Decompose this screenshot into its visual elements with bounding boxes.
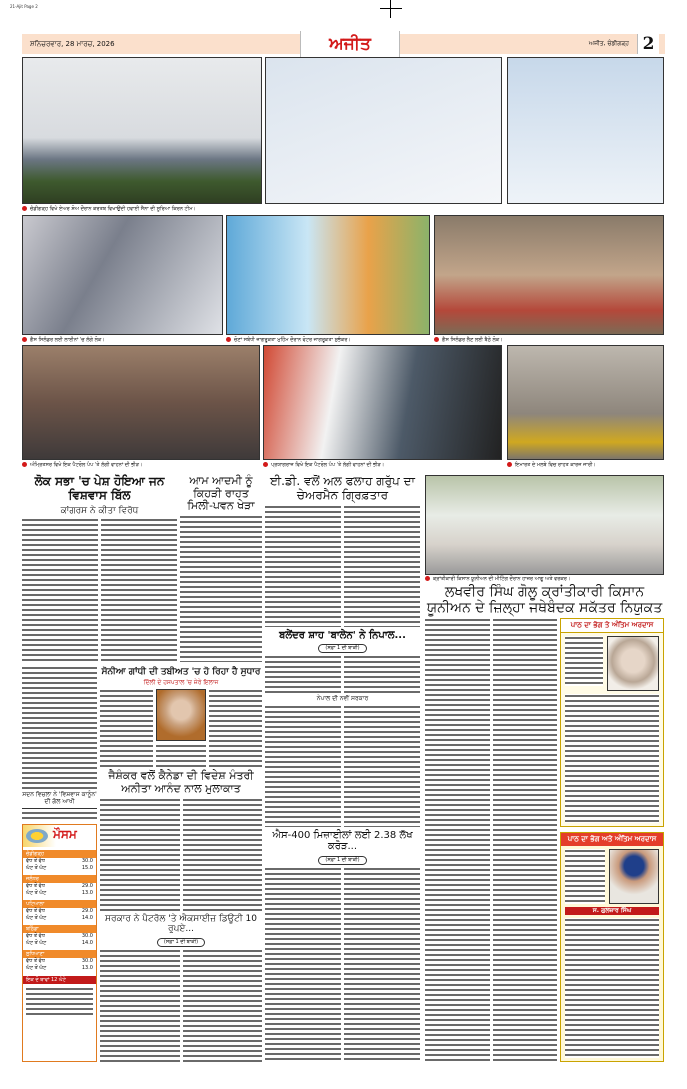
photo-column [156,689,206,767]
city-name: ਚੰਡੀਗੜ੍ਹ [23,850,96,858]
obituary-notice [560,618,664,827]
article-body [101,518,177,662]
max-label: ਵੱਧ ਤੋਂ ਵੱਧ [26,883,45,889]
max-label: ਵੱਧ ਤੋਂ ਵੱਧ [26,958,45,964]
left-column [22,666,97,1062]
right-column [425,475,664,1062]
crop-mark [390,0,391,18]
issue-date: ਸ਼ਨਿਚਰਵਾਰ, 28 ਮਾਰਚ, 2026 [30,40,115,48]
people-waiting-photo [434,215,664,335]
weather-city [23,925,96,947]
max-temp: 29.0 [81,908,93,914]
weather-city [23,875,96,897]
weather-city [23,900,96,922]
obituary-title: ਪਾਠ ਦਾ ਭੋਗ ਤੇ ਅੰਤਿਮ ਅਰਦਾਸ [561,619,663,633]
building-rubble-photo [507,345,664,460]
city-name: ਬਠਿੰਡਾ [23,925,96,933]
kisan-union-meeting-photo [425,475,664,575]
center-column [265,474,420,1062]
photo-caption: ਚੋਣਾਂ ਸਬੰਧੀ ਜਾਗਰੂਕਤਾ ਮੁਹਿੰਮ ਦੌਰਾਨ ਵੋਟਰ ਜਾਗਰੂਕਤਾ ਸ਼ੁਭੰਕਰ। [226,336,430,344]
min-temp: 14.0 [81,940,93,946]
headline-excise-duty: ਸਰਕਾਰ ਨੇ ਪੈਟਰੋਲ 'ਤੇ ਐਕਸਾਈਜ਼ ਡਿਊਟੀ 10 ਰੁਪਏ... [105,913,257,935]
petrol-pump-crowd-photo [22,345,260,460]
min-label: ਘੱਟ ਤੋਂ ਘੱਟ [26,890,47,896]
masthead [22,34,665,54]
weather-header [23,825,96,847]
max-temp: 30.0 [81,858,93,864]
sonia-gandhi-photo [156,689,206,741]
city-name: ਪਟਿਆਲਾ [23,900,96,908]
article-columns [265,505,420,627]
article-subhead: ਨੇਪਾਲ ਦੀ ਨਵੀਂ ਸਰਕਾਰ [316,695,369,703]
max-temp: 30.0 [81,933,93,939]
cylinder-queue-photo [22,215,223,335]
air-show-photo [22,57,262,204]
sun-cloud-icon [26,829,48,843]
continued-label: (ਸਫ਼ਾ 1 ਦੀ ਬਾਕੀ) [318,856,366,865]
petrol-pump-bikes-photo [263,345,502,460]
min-temp: 14.0 [81,915,93,921]
photo-caption: ਗੈਸ ਸਿਲੰਡਰ ਲੈਣ ਲਈ ਬੈਠੇ ਲੋਕ। [434,336,664,344]
obituary-text [565,636,603,686]
weather-notes [26,987,93,1017]
headline-lakhvir-singh-golu: ਲਖਵੀਰ ਸਿੰਘ ਗੋਲੂ ਕ੍ਰਾਂਤੀਕਾਰੀ ਕਿਸਾਨ ਯੂਨੀਅਨ ਦੇ ਜ਼ਿਲ੍ਹਾ ਜਥੇਬੰਦਕ ਸਕੱਤਰ ਨਿਯੁਕਤ [426,584,663,617]
print-slug: 21-Ajit Page 2 [10,4,38,9]
article-columns [22,518,177,662]
edition-place: ਅਜੀਤ, ਚੰਡੀਗੜ੍ਹ [588,40,629,47]
headline-balen-nepal: ਬਲੇਂਦਰ ਸ਼ਾਹ 'ਬਾਲੇਨ' ਨੇ ਨਿਪਾਲ... [279,629,406,641]
newspaper-logo: ਅਜੀਤ [300,31,400,57]
min-label: ਘੱਟ ਤੋਂ ਘੱਟ [26,940,47,946]
deceased-photo [609,849,659,904]
min-label: ਘੱਟ ਤੋਂ ਘੱਟ [26,965,47,971]
photo-caption: ਚੰਡੀਗੜ੍ਹ ਵਿਖੇ ਏਅਰ ਸ਼ੋਅ ਦੌਰਾਨ ਕਰਤਬ ਵਿਖਾਉਂਦੀ ਹਵਾਈ ਸੈਨਾ ਦੀ ਸੂਰਿਆ ਕਿਰਨ ਟੀਮ। [22,205,502,213]
article-body [22,666,97,791]
headline-pawan-khera: ਆਮ ਆਦਮੀ ਨੂੰ ਕਿਹੜੀ ਰਾਹਤ ਮਿਲੀ-ਪਵਨ ਖੇੜਾ [187,474,255,513]
headline-jaishankar-anita-anand: ਜੈਸ਼ੰਕਰ ਵਲੋਂ ਕੈਨੇਡਾ ਦੀ ਵਿਦੇਸ਼ ਮੰਤਰੀ ਅਨੀਤਾ ਆਨੰਦ ਨਾਲ ਮੁਲਾਕਾਤ [108,769,254,795]
obituary-text [565,849,605,904]
obituary-notice [560,832,664,1062]
min-label: ਘੱਟ ਤੋਂ ਘੱਟ [26,915,47,921]
obituary-top [561,846,663,907]
max-temp: 30.0 [81,958,93,964]
min-temp: 15.0 [81,865,93,871]
deceased-photo [607,636,659,691]
article-body [100,949,180,1062]
continued-label: (ਸਫ਼ਾ 1 ਦੀ ਬਾਕੀ) [157,938,205,947]
article-subhead: ਸਦਨ ਵਿਚਲਾ ਨੇ 'ਵਿਸ਼ਵਾਸ ਕਾਨੂੰਨ' ਦੀ ਗੱਲ ਆਖੀ [22,792,97,809]
jets-formation-photo [265,57,502,204]
article-columns [265,655,420,695]
article-body [265,655,341,695]
min-temp: 13.0 [81,890,93,896]
photo-caption: ਪ੍ਰਯਾਗਰਾਜ ਵਿਖੇ ਇਕ ਪੈਟਰੋਲ ਪੰਪ 'ਤੇ ਲੱਗੀ ਵਾਹਨਾਂ ਦੀ ਭੀੜ। [263,461,502,469]
article-body [22,811,97,821]
article-body [265,705,341,827]
article-pawan-khera [180,474,262,662]
article-body [100,798,180,911]
crop-mark [380,8,402,9]
weather-city [23,850,96,872]
subheadline: ਕਾਂਗਰਸ ਨੇ ਕੀਤਾ ਵਿਰੋਧ [60,505,139,516]
article-body [22,518,98,662]
photo-caption: ਗੈਸ ਸਿਲੰਡਰ ਲਈ ਲਾਈਨਾਂ 'ਚ ਲੱਗੇ ਲੋਕ। [22,336,223,344]
min-temp: 13.0 [81,965,93,971]
subheadline: ਦਿੱਲੀ ਦੇ ਹਸਪਤਾਲ 'ਚ ਜ਼ੇਰੇ ਇਲਾਜ [143,679,219,687]
photo-caption: ਕ੍ਰਾਂਤੀਕਾਰੀ ਕਿਸਾਨ ਯੂਨੀਅਨ ਦੀ ਮੀਟਿੰਗ ਦੌਰਾਨ ਹਾਜ਼ਰ ਆਗੂ ਅਤੇ ਵਰਕਰ। [425,575,664,583]
headline-s400: ਐਸ-400 ਮਿਜ਼ਾਈਲਾਂ ਲਈ 2.38 ਲੱਖ ਕਰੋੜ... [272,829,413,853]
article-body [265,505,341,627]
page-number: 2 [637,34,659,54]
article-columns [265,867,420,1062]
middle-left-column [100,666,262,1062]
obituary-top [561,633,663,694]
article-columns [100,798,262,911]
article-body [344,867,420,1062]
max-label: ਵੱਧ ਤੋਂ ਵੱਧ [26,933,45,939]
city-name: ਜਲੰਧਰ [23,875,96,883]
headline-sonia-gandhi: ਸੋਨੀਆ ਗਾਂਧੀ ਦੀ ਤਬੀਅਤ 'ਚ ਹੋ ਰਿਹਾ ਹੈ ਸੁਧਾਰ [101,667,261,677]
max-label: ਵੱਧ ਤੋਂ ਵੱਧ [26,858,45,864]
article-jan-vishwas [22,474,177,662]
article-columns [100,689,262,767]
min-label: ਘੱਟ ਤੋਂ ਘੱਟ [26,865,47,871]
obituary-text [565,918,659,1058]
article-body [265,867,341,1062]
article-columns [100,949,262,1062]
article-body [183,798,263,911]
obituary-title: ਪਾਠ ਦਾ ਭੋਗ ਅਤੇ ਅੰਤਿਮ ਅਰਦਾਸ [561,833,663,846]
photo-caption: ਅੰਮ੍ਰਿਤਸਰ ਵਿਖੇ ਇਕ ਪੈਟਰੋਲ ਪੰਪ 'ਤੇ ਲੱਗੀ ਵਾਹਨਾਂ ਦੀ ਭੀੜ। [22,461,260,469]
city-name: ਲੁਧਿਆਣਾ [23,950,96,958]
article-body [100,689,153,767]
max-label: ਵੱਧ ਤੋਂ ਵੱਧ [26,908,45,914]
article-body [425,618,490,1062]
obituary-column [560,618,664,1062]
weather-city [23,950,96,972]
photo-caption: ਇਮਾਰਤ ਦੇ ਮਲਬੇ ਵਿਚ ਰਾਹਤ ਕਾਰਜ ਜਾਰੀ। [507,461,664,469]
continued-label: (ਸਫ਼ਾ 1 ਦੀ ਬਾਕੀ) [318,644,366,653]
weather-forecast: ਇਕ ਦੋ ਥਾਵਾਂ 12 ਘੰਟੇ [23,976,96,984]
red-jets-photo [507,57,664,204]
article-columns [265,705,420,827]
max-temp: 29.0 [81,883,93,889]
article-body [183,949,263,1062]
article-body [493,618,558,1062]
article-body [180,515,262,662]
voter-mascot-photo [226,215,430,335]
article-body [344,705,420,827]
headline-ed-al-falah: ਈ.ਡੀ. ਵਲੋਂ ਅਲ ਫਲਾਹ ਗਰੁੱਪ ਦਾ ਚੇਅਰਮੈਨ ਗ੍ਰਿਫ਼ਤਾਰ [270,474,415,502]
article-body [156,744,206,767]
article-columns [425,618,664,1062]
headline-jan-vishwas-bill: ਲੋਕ ਸਭਾ 'ਚ ਪੇਸ਼ ਹੋਇਆ ਜਨ ਵਿਸ਼ਵਾਸ ਬਿੱਲ [34,474,165,502]
article-body [344,505,420,627]
weather-box [22,824,97,1062]
weather-title: ਮੌਸਮ [53,827,77,841]
deceased-name: ਸ. ਗੁਲਜ਼ਾਰ ਸਿੰਘ [565,907,659,915]
article-body [209,689,262,767]
article-body [344,655,420,695]
obituary-text [565,694,659,823]
